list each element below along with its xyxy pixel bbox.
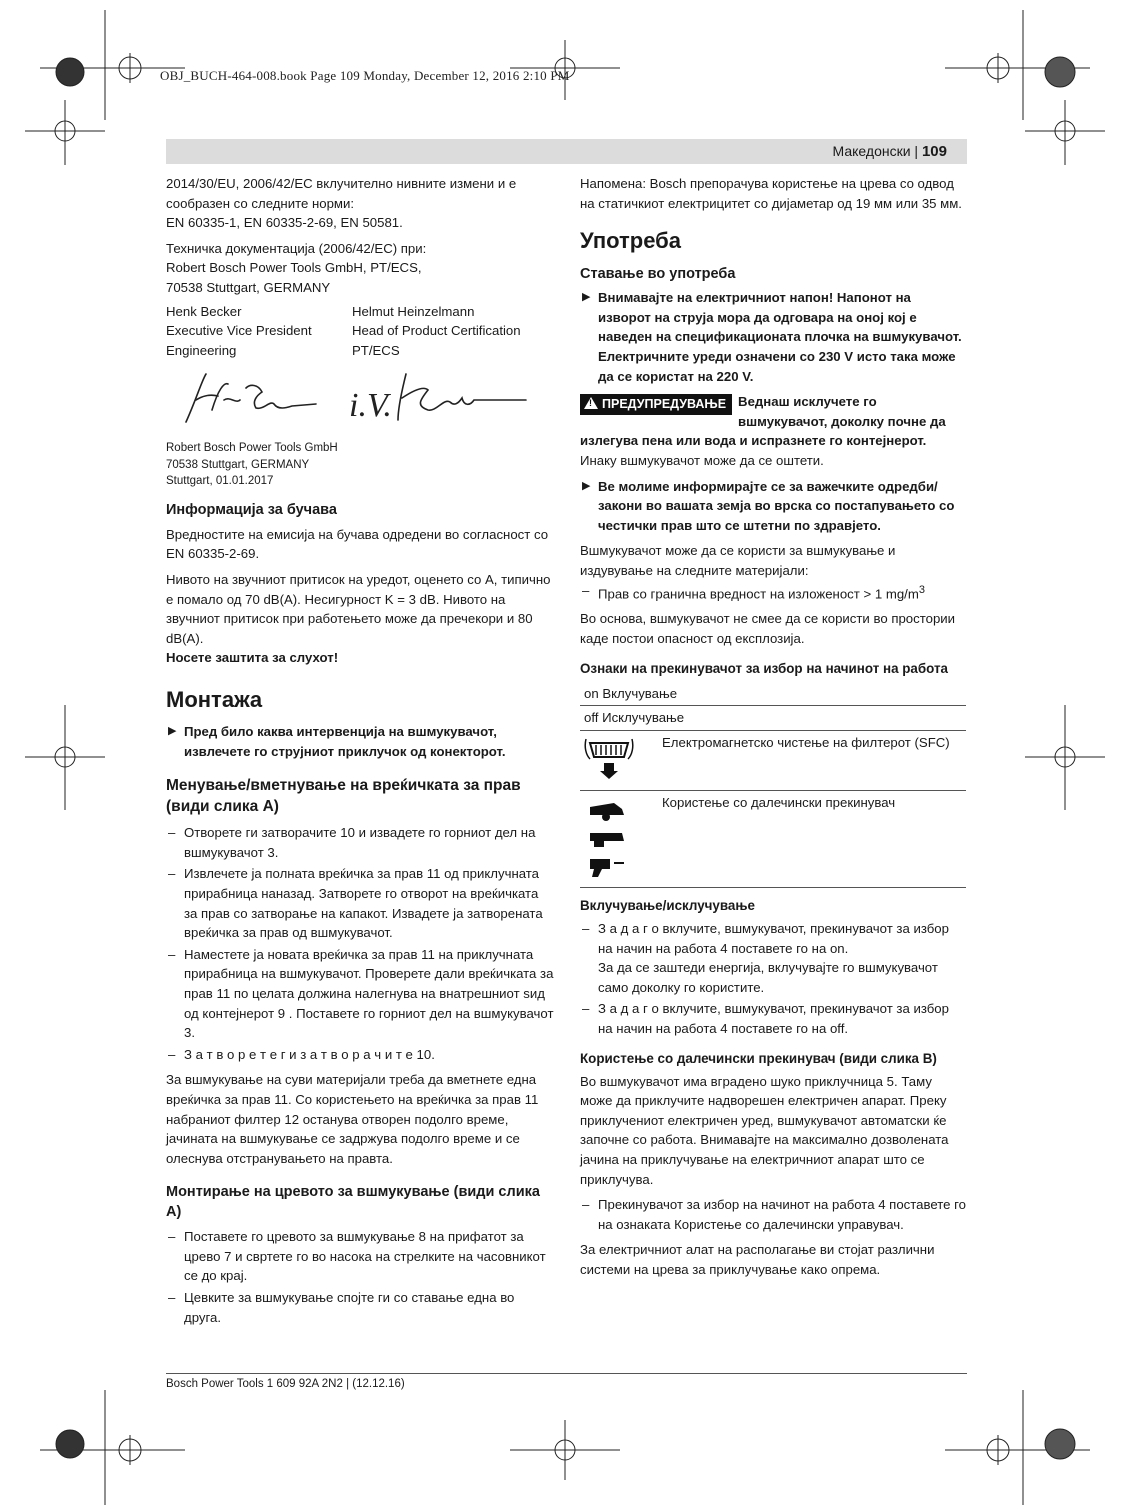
right-column (580, 174, 966, 1286)
warning-normal-text: Инаку вшмукувачот може да се оштети. (580, 452, 824, 468)
sig-company: Robert Bosch Power Tools GmbH (166, 442, 338, 455)
tech-doc-line-3: 70538 Stuttgart, GERMANY (166, 279, 331, 295)
list-item: – Извлечете ја полната вреќичка за прав 11 од приклучната прирабница наназад. Затворете го отворот на вреќичката за прав со затворање на капакот. Извадете ја затворената вреќичка за прав од вшмукувачот. (168, 866, 543, 941)
table-row (580, 706, 966, 731)
bag-list (166, 823, 554, 1064)
materials-paragraph: Вшмукувачот може да се користи за вшмукување и издувување на следните материјали: (580, 543, 896, 578)
triangle-bullet-icon: ▶ (168, 725, 177, 737)
signature-caption (166, 440, 554, 490)
materials-superscript: 3 (918, 583, 925, 596)
voltage-bullet-text: Внимавајте на електричниот напон! Напонот на изворот на струја мора да одговара на оној кој е наведен на спецификационата плочка на вшмукувачот. Електричните уреди означени со 230 V исто така може да се користат на 220 V. (598, 290, 962, 384)
signer-1-name: Henk Becker (166, 303, 242, 319)
signer-2-dept: PT/ECS (352, 342, 400, 358)
materials-item: – Прав со гранична вредност на изложеност > 1 $mg/m^3$ (582, 582, 925, 601)
list-item: – Цевките за вшмукување спојте ги со ставање една во друга. (168, 1290, 515, 1325)
regulations-bullet (580, 477, 966, 536)
warning-block (580, 392, 966, 470)
footer: Bosch Power Tools 1 609 92A 2N2 | (12.12.16) (166, 1378, 405, 1390)
signature-image (166, 360, 554, 440)
handwritten-signatures (166, 360, 554, 440)
tech-doc (166, 239, 554, 298)
tech-doc-line-1: Техничка документација (2006/42/EC) при: (166, 240, 427, 256)
signer-2 (352, 302, 552, 361)
signer-2-title: Head of Product Certification (352, 323, 521, 339)
table-row (580, 682, 966, 706)
signature-iv: i.V. (349, 387, 392, 425)
list-item-text: З а т в о р е т е г и з а т в о р а ч и т е 10. (184, 1046, 435, 1062)
list-item: – З а т в о р е т е г и з а т в о р а ч и т е 10. (168, 1046, 435, 1062)
running-header (166, 139, 967, 164)
onoff-item-2: – З а д а г о вклучите, вшмукувачот, прекинувачот за избор на начин на работа 4 поставете го на off. (582, 1001, 949, 1037)
page-number: 109 (921, 143, 947, 160)
sfc-icon (580, 730, 658, 791)
warning-bold-text: Веднаш исклучете го вшмукувачот, доколку почне да излегува пена или вода и испразнете го контејнерот. (580, 394, 946, 449)
remote-item-text: Прекинувачот за избор на начинот на работа 4 поставете го на ознаката Користење со далечински управувач. (598, 1197, 966, 1232)
use-heading: Употреба (580, 228, 682, 254)
table-row (580, 730, 966, 791)
intro-line-1: 2014/30/EU, 2006/42/EC вклучително нивните измени и е сообразен со следните норми: (166, 176, 517, 211)
noise-p1: Вредностите на емисија на бучава одредени во согласност со EN 60335-2-69. (166, 526, 549, 562)
explosion-paragraph: Во основа, вшмукувачот не смее да се користи во простории каде постои опасност од експлозија. (580, 611, 956, 647)
hose-heading: Монтирање на цревото за вшмукување (види слика A) (166, 1184, 540, 1221)
intro-text (166, 174, 554, 233)
list-item-text: Цевките за вшмукување спојте ги со ставање една во друга. (184, 1290, 515, 1325)
switch-heading: Ознаки на прекинувачот за избор на начинот на работа (580, 660, 948, 676)
warning-triangle-icon (584, 397, 598, 409)
onoff-item-1-text: З а д а г о вклучите, вшмукувачот, прекинувачот за избор на начин на работа 4 поставете го на on. (598, 921, 949, 956)
voltage-bullet (580, 288, 966, 386)
remote-label: Користење со далечински прекинувач (658, 791, 966, 888)
regulations-bullet-text: Ве молиме информирајте се за важечките одредби/закони во вашата земја во врска со постапувањето со честички прав што се штетни по здравјето. (598, 478, 955, 533)
noise-p2: Нивото на звучниот притисок на уредот, оценето со A, типично е помало од 70 dB(A). Несигурност K = 3 dB. Нивото на звучниот притисок при работењето може да пречекори и 80 dB(A). (166, 572, 551, 646)
signer-1-title: Executive Vice President (166, 323, 312, 339)
signer-1 (166, 302, 352, 361)
noise-p3: Носете заштита за слухот! (166, 650, 339, 666)
intro-line-2: EN 60335-1, EN 60335-2-69, EN 50581. (166, 215, 403, 231)
signer-1-dept: Engineering (166, 342, 237, 358)
list-item-text: Поставете го цревото за вшмукување 8 на прифатот за црево 7 и свртете го во насока на стрелките на часовникот се до крај. (184, 1229, 546, 1284)
remote-icons (580, 791, 658, 888)
signers (166, 302, 554, 361)
noise-heading: Информација за бучава (166, 501, 337, 518)
left-column (166, 174, 554, 1329)
list-item-text: Извлечете ја полната вреќичка за прав 11 од приклучната прирабница наназад. Затворете го отворот на вреќичката за прав со затворање на капакот. Извадете ја затворената вреќичка за прав од вшмукувачот. (184, 866, 543, 941)
sfc-label: Електромагнетско чистење на филтерот (SFC) (658, 730, 966, 791)
bag-heading: Менување/вметнување на вреќичката за прав (види слика A) (166, 777, 521, 816)
table-row (580, 791, 966, 888)
warning-badge (580, 394, 732, 415)
final-paragraph: За електричниот алат на располагање ви стојат различни системи на црева за приклучување како опрема. (580, 1242, 935, 1277)
onoff-heading: Вклучување/исклучување (580, 898, 755, 914)
list-item: – Отворете ги затворачите 10 и извадете го горниот дел на вшмукувачот 3. (168, 825, 536, 860)
note-paragraph: Напомена: Bosch препорачува користење на црева со одвод на статичкиот електрицитет со дијаметар од 19 мм или 35 мм. (580, 176, 962, 211)
remote-paragraph: Во вшмукувачот има вградено шуко приклучница 5. Таму може да приклучите надворешен електричен апарат. Преку приклучениот електричен уред, вшмукувачот автоматски ќе започне со работа. Внимавајте на максимално дозволената јачина на приклучување на електричниот апарат што се приклучува. (580, 1073, 949, 1187)
running-header-text: Македонски | 109 (832, 143, 947, 160)
onoff-item-1: – З а д а г о вклучите, вшмукувачот, прекинувачот за избор на начин на работа 4 поставете го на on. За да се заштеди енергија, вклучувајте го вшмукувачот само доколку го користите. (582, 921, 949, 995)
switch-on-label: on Вклучување (580, 682, 966, 706)
language-label: Македонски (832, 143, 911, 159)
list-item: – Поставете го цревото за вшмукување 8 на прифатот за црево 7 и свртете го во насока на стрелките на часовникот се до крај. (168, 1229, 546, 1284)
startup-heading: Ставање во употреба (580, 266, 736, 283)
power-tool-icon (584, 793, 634, 879)
tech-doc-line-2: Robert Bosch Power Tools GmbH, PT/ECS, (166, 260, 422, 276)
switch-off-label: off Исклучување (580, 706, 966, 731)
montage-bullet-text: Пред било каква интервенција на вшмукувачот, извлечете го струјниот приклучок од конекторот. (184, 724, 506, 759)
hose-list (166, 1227, 554, 1327)
onoff-item-2-text: З а д а г о вклучите, вшмукувачот, прекинувачот за избор на начин на работа 4 поставете го на off. (598, 1001, 949, 1037)
remote-heading: Користење со далечински прекинувач (види слика B) (580, 1050, 937, 1066)
sig-date: Stuttgart, 01.01.2017 (166, 475, 274, 488)
list-item-text: Отворете ги затворачите 10 и извадете го горниот дел на вшмукувачот 3. (184, 825, 536, 860)
bag-paragraph: За вшмукување на суви материјали треба да вметнете една вреќичка за прав 11. Со користењето на вреќичка за прав 11 набраниот филтер 12 останува отворен подолго време, јачината на вшмукување се задржува подолго време и се олеснува отстранувањето на правта. (166, 1072, 539, 1166)
warning-label: ПРЕДУПРЕДУВАЊЕ (602, 397, 727, 412)
book-header: OBJ_BUCH-464-008.book Page 109 Monday, December 12, 2016 2:10 PM (160, 68, 570, 83)
sig-city: 70538 Stuttgart, GERMANY (166, 458, 310, 471)
montage-bullet (166, 722, 554, 761)
footer-rule (166, 1373, 967, 1374)
remote-item: – Прекинувачот за избор на начинот на работа 4 поставете го на ознаката Користење со далечински управувач. (582, 1197, 966, 1232)
list-item-text: Наместете ја новата вреќичка за прав 11 на приклучната прирабница на вшмукувачот. Проверете дали вреќичката за прав 11 по целата должина налегнува на внатрешниот ѕид од контејнерот 9 . Поставете го горниот дел на вшмукувачот 3. (184, 946, 554, 1041)
switch-symbols-table (580, 682, 966, 888)
triangle-bullet-icon: ▶ (582, 291, 591, 304)
filter-cleaning-icon (584, 733, 634, 783)
montage-heading: Монтажа (166, 687, 263, 712)
signer-2-name: Helmut Heinzelmann (352, 303, 475, 319)
materials-item-text: Прав со гранична вредност на изложеност > 1 mg/m (598, 585, 919, 601)
onoff-item-1-note: За да се заштеди енергија, вклучувајте го вшмукувачот само доколку го користите. (598, 960, 938, 995)
triangle-bullet-icon: ▶ (582, 479, 591, 492)
list-item: – Наместете ја новата вреќичка за прав 11 на приклучната прирабница на вшмукувачот. Проверете дали вреќичката за прав 11 по целата должина налегнува на внатрешниот ѕид од контејнерот 9 . Поставете го горниот дел на вшмукувачот 3. (168, 946, 554, 1041)
